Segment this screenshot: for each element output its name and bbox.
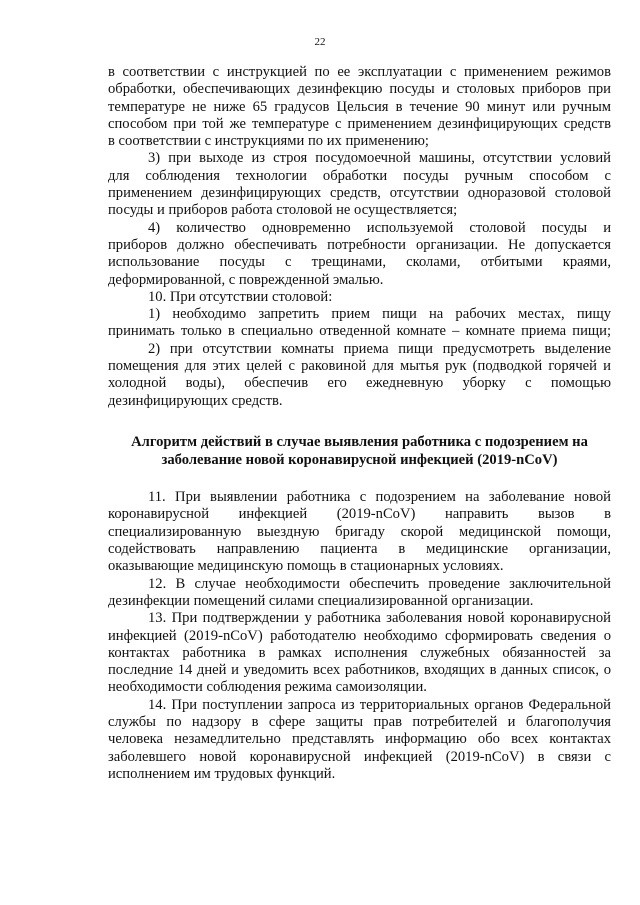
paragraph-line: оказывающие медицинскую помощь в стационарных условиях. [108,558,504,575]
paragraph-line: коронавирусной инфекцией (2019-nCoV) направить вызов в [108,506,611,523]
paragraph-point-12 [108,576,611,611]
paragraph-line: заболевшего новой коронавирусной инфекцией (2019-nCoV) в связи с [108,748,611,765]
paragraph-line: в соответствии с инструкцией по ее эксплуатации с применением режимов [108,64,611,80]
page-number: 22 [314,36,326,48]
paragraph-line: использование посуды с трещинами, сколами, отбитыми краями, [108,254,611,271]
paragraph-line: 13. При подтверждении у работника заболевания новой коронавирусной [148,610,611,627]
paragraph-line: 4) количество одновременно используемой столовой посуды и [148,219,611,236]
paragraph-line: принимать только в специально отведенной комнате – комнате приема пищи; [108,323,611,340]
paragraph-line: для соблюдения технологии обработки посуды ручным способом с [108,167,611,184]
paragraph-line: содействовать направлению пациента в медицинские организации, [108,541,611,558]
section-after-heading [108,489,611,783]
document-body [108,64,611,783]
paragraph-line: 10. При отсутствии столовой: [148,288,333,305]
paragraph-point-14 [108,697,611,783]
paragraph-line: дезинфицирующих средств. [108,392,283,409]
paragraph-continuation [108,64,611,150]
paragraph-line: в соответствии с инструкциями по их применению; [108,133,429,150]
paragraph-line: обработки, обеспечивающих дезинфекцию посуды и столовых приборов при [108,81,611,98]
paragraph-line: 14. При поступлении запроса из территориальных органов Федеральной [148,696,611,713]
paragraph-line: дезинфекции помещений силами специализированной организации. [108,592,534,609]
paragraph-line: 12. В случае необходимости обеспечить проведение заключительной [148,575,611,592]
paragraph-line: 2) при отсутствии комнаты приема пищи предусмотреть выделение [148,340,611,357]
heading-line: заболевание новой коронавирусной инфекцией (2019-nCoV) [161,451,558,468]
paragraph-point-11 [108,489,611,575]
paragraph-point-10 [108,289,611,306]
heading-line: Алгоритм действий в случае выявления работника с подозрением на [131,433,588,450]
paragraph-subitem-1 [108,306,611,341]
paragraph-item-4 [108,220,611,289]
paragraph-line: помещения для этих целей с раковиной для мытья рук (подводкой горячей и [108,358,611,375]
paragraph-line: инфекцией (2019-nCoV) работодателю необходимо сформировать сведения о [108,627,611,644]
paragraph-line: деформированной, с поврежденной эмалью. [108,271,384,288]
paragraph-line: службы по надзору в сфере защиты прав потребителей и благополучия [108,713,611,730]
paragraph-line: приборов должно обеспечивать потребности организации. Не допускается [108,236,611,253]
paragraph-line: человека незамедлительно представлять информацию обо всех контактах [108,731,611,748]
section-before-heading [108,64,611,410]
section-heading [108,434,611,469]
paragraph-line: 11. При выявлении работника с подозрением на заболевание новой [148,489,611,506]
paragraph-item-3 [108,150,611,219]
paragraph-line: температуре не ниже 65 градусов Цельсия в течение 90 минут или ручным [108,98,611,115]
paragraph-line: применением дезинфицирующих средств, отсутствии одноразовой столовой [108,185,611,202]
paragraph-line: исполнением им трудовых функций. [108,765,336,782]
paragraph-line: специализированную выездную бригаду скорой медицинской помощи, [108,523,611,540]
paragraph-line: способом при той же температуре с применением дезинфицирующих средств [108,115,611,132]
paragraph-line: контактах работника в рамках исполнения служебных обязанностей за [108,644,611,661]
paragraph-line: холодной воды), обеспечив его ежедневную уборку с помощью [108,375,611,392]
paragraph-line: необходимости соблюдения режима самоизоляции. [108,679,427,696]
paragraph-line: 3) при выходе из строя посудомоечной машины, отсутствии условий [148,150,611,167]
paragraph-line: последние 14 дней и уведомить всех работников, входящих в данных список, о [108,662,611,679]
paragraph-line: 1) необходимо запретить прием пищи на рабочих местах, пищу [148,306,611,323]
paragraph-point-13 [108,610,611,696]
paragraph-subitem-2 [108,341,611,410]
paragraph-line: посуды и приборов работа столовой не осуществляется; [108,202,458,219]
